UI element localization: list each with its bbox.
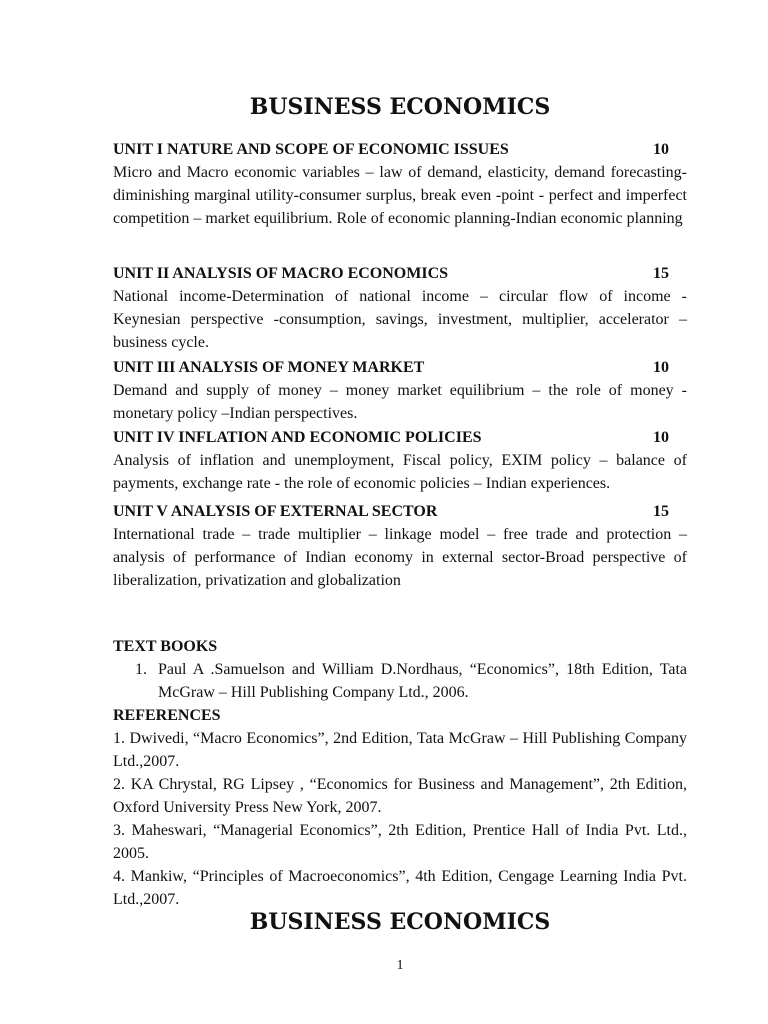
document-page xyxy=(113,0,687,1024)
unit-5-label: UNIT V ANALYSIS OF EXTERNAL SECTOR xyxy=(113,503,438,520)
unit-4-hours: 10 xyxy=(653,429,669,446)
text-book-text: Paul A .Samuelson and William D.Nordhaus, “Economics”, 18th Edition, Tata McGraw – Hill Publishing Company Ltd., 2006. xyxy=(158,661,687,701)
unit-3-label: UNIT III ANALYSIS OF MONEY MARKET xyxy=(113,359,425,376)
unit-1-text: Micro and Macro economic variables – law of demand, elasticity, demand forecasting-diminishing marginal utility-consumer surplus, break even -point - perfect and imperfect competition – market equilibrium. Role of economic planning-Indian economic planning xyxy=(113,164,687,227)
text-book-number: 1. xyxy=(135,661,147,678)
unit-2-label: UNIT II ANALYSIS OF MACRO ECONOMICS xyxy=(113,265,449,282)
unit-3-heading xyxy=(113,356,687,379)
unit-3-text: Demand and supply of money – money market equilibrium – the role of money - monetary policy –Indian perspectives. xyxy=(113,382,687,422)
unit-5-heading xyxy=(113,500,687,523)
reference-item-2: 2. KA Chrystal, RG Lipsey , “Economics for Business and Management”, 2th Edition, Oxford University Press New York, 2007. xyxy=(113,776,687,816)
footer-title: BUSINESS ECONOMICS xyxy=(249,909,551,935)
unit-2-heading xyxy=(113,262,687,285)
reference-item-4: 4. Mankiw, “Principles of Macroeconomics”, 4th Edition, Cengage Learning India Pvt. Ltd.,2007. xyxy=(113,868,687,908)
unit-2-text: National income-Determination of national income – circular flow of income - Keynesian perspective -consumption, savings, investment, multiplier, accelerator – business cycle. xyxy=(113,288,687,351)
unit-4-label: UNIT IV INFLATION AND ECONOMIC POLICIES xyxy=(113,429,482,446)
unit-1-label: UNIT I NATURE AND SCOPE OF ECONOMIC ISSUES xyxy=(113,141,509,158)
text-books-list xyxy=(135,658,687,704)
unit-1-hours: 10 xyxy=(653,141,669,158)
references-heading: REFERENCES xyxy=(113,707,221,724)
page-title: BUSINESS ECONOMICS xyxy=(249,94,551,120)
reference-item-3: 3. Maheswari, “Managerial Economics”, 2th Edition, Prentice Hall of India Pvt. Ltd., 2005. xyxy=(113,822,687,862)
unit-1-heading xyxy=(113,138,687,161)
unit-4-heading xyxy=(113,426,687,449)
text-books-heading: TEXT BOOKS xyxy=(113,638,218,655)
reference-item-1: 1. Dwivedi, “Macro Economics”, 2nd Edition, Tata McGraw – Hill Publishing Company Ltd.,2007. xyxy=(113,730,687,770)
text-book-item xyxy=(135,658,687,704)
page-number: 1 xyxy=(396,958,404,973)
unit-2-hours: 15 xyxy=(653,265,669,282)
unit-5-text: International trade – trade multiplier – linkage model – free trade and protection – analysis of performance of Indian economy in external sector-Broad perspective of liberalization, privatization and globalization xyxy=(113,526,687,589)
unit-4-text: Analysis of inflation and unemployment, Fiscal policy, EXIM policy – balance of payments, exchange rate - the role of economic policies – Indian experiences. xyxy=(113,452,687,492)
unit-5-hours: 15 xyxy=(653,503,669,520)
unit-3-hours: 10 xyxy=(653,359,669,376)
